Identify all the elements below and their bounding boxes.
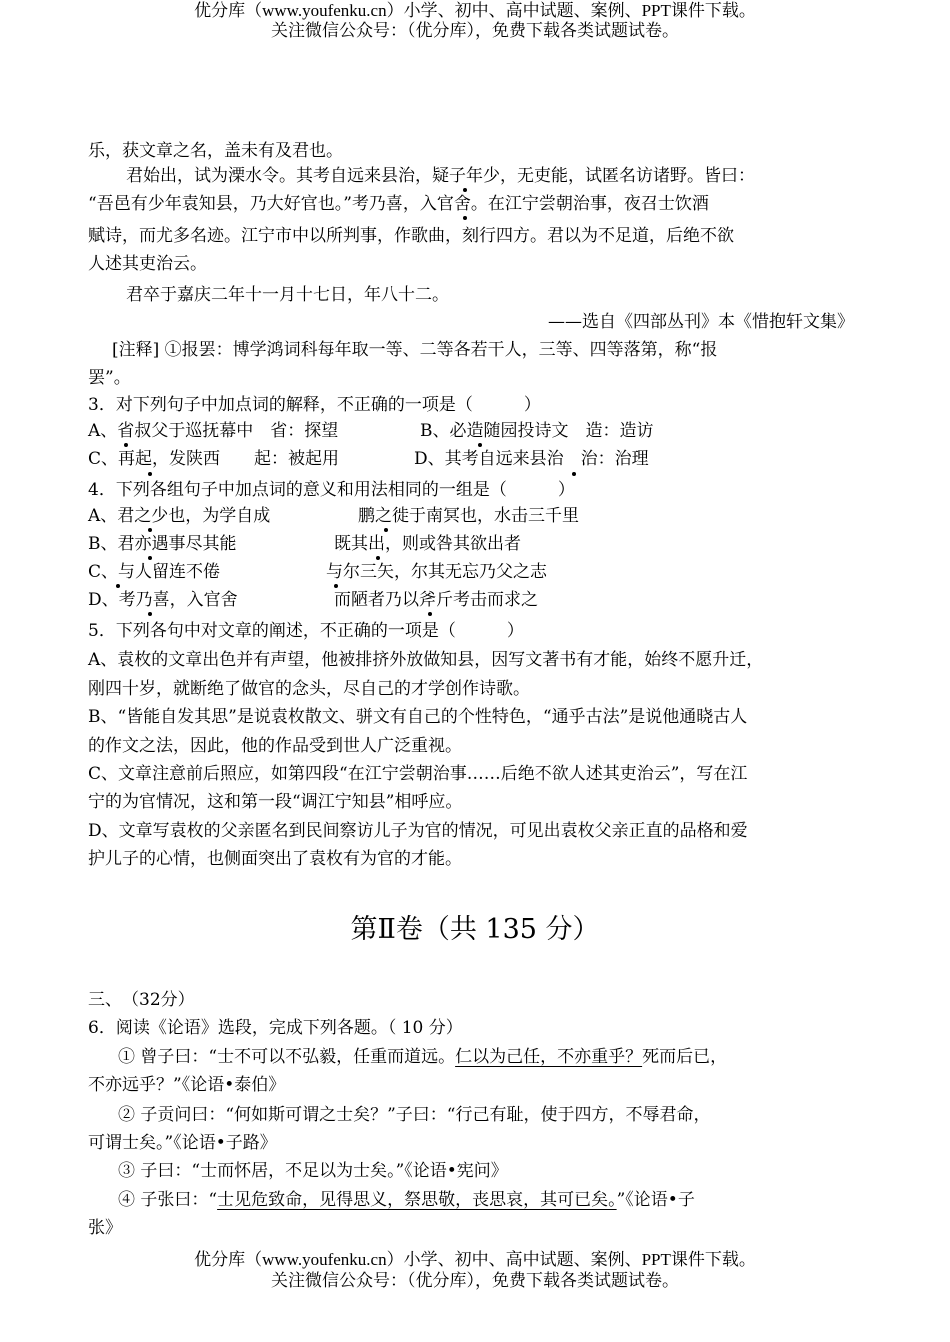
emphasis-dot — [334, 584, 338, 588]
question-5-option-b-cont: 的作文之法，因此，他的作品受到世人广泛重视。 — [88, 736, 462, 756]
emphasis-dot — [148, 556, 152, 560]
emphasis-dot — [478, 443, 482, 447]
passage-note: [注释] ①报罢：博学鸿词科每年取一等、二等各若干人，三等、四等落第，称“报 — [112, 340, 718, 360]
excerpt-4-underlined: 士见危致命，见得思义，祭思敬，丧思哀，其可已矣。 — [217, 1190, 617, 1210]
passage-source: ——选自《四部丛刊》本《惜抱轩文集》 — [548, 312, 854, 332]
emphasis-dot — [116, 584, 120, 588]
emphasis-dot — [376, 556, 380, 560]
passage-line: 君始出，试为溧水令。其考自远来县治，疑子年少，无吏能，试匿名访诸野。皆曰： — [126, 166, 755, 186]
question-3-option-c: C、再起，发陕西 起：被起用 — [88, 449, 340, 469]
part-2-title: 第Ⅱ卷（共 135 分） — [350, 914, 600, 945]
question-3-option-d: D、其考自远来县治 治：治理 — [414, 449, 649, 469]
passage-line: 乐，获文章之名，盖未有及君也。 — [88, 141, 343, 161]
question-5-stem: 5．下列各句中对文章的阐述，不正确的一项是（ ） — [88, 621, 524, 641]
question-5-option-c-cont: 宁的为官情况，这和第一段“调江宁知县”相呼应。 — [88, 792, 463, 812]
emphasis-dot — [428, 612, 432, 616]
excerpt-2-line-2: 可谓士矣。”《论语•子路》 — [88, 1133, 277, 1153]
excerpt-4-text-end: ”《论语•子 — [616, 1190, 695, 1210]
passage-line: 君卒于嘉庆二年十一月十七日，年八十二。 — [126, 285, 449, 305]
question-4-option-d-left: D、考乃喜，入官舍 — [88, 590, 238, 610]
emphasis-dot — [148, 612, 152, 616]
excerpt-2-line-1: ② 子贡问曰：“何如斯可谓之士矣？”子曰：“行己有耻，使于四方，不辱君命， — [118, 1105, 711, 1125]
footer-line-2: 关注微信公众号：（优分库），免费下载各类试题试卷。 — [271, 1271, 679, 1290]
excerpt-1-line-2: 不亦远乎？”《论语•泰伯》 — [88, 1075, 286, 1095]
question-4-option-b-right: 既其出，则或咎其欲出者 — [334, 534, 521, 554]
excerpt-1-text: ① 曾子曰：“士不可以不弘毅，任重而道远。 — [118, 1047, 456, 1067]
question-5-option-d-cont: 护儿子的心情，也侧面突出了袁枚有为官的才能。 — [88, 849, 462, 869]
question-4-option-d-right: 而陋者乃以斧斤考击而求之 — [334, 590, 538, 610]
question-5-option-d: D、文章写袁枚的父亲匿名到民间察访儿子为官的情况，可见出袁枚父亲正直的品格和爱 — [88, 821, 748, 841]
emphasis-dot — [124, 443, 128, 447]
question-4-stem: 4．下列各组句子中加点词的意义和用法相同的一组是（ ） — [88, 480, 575, 500]
question-6-stem: 6．阅读《论语》选段，完成下列各题。（ 10 分） — [88, 1018, 463, 1038]
excerpt-1-text-end: 死而后已， — [642, 1047, 728, 1067]
question-4-option-c-right: 与尔三矢，尔其无忘乃父之志 — [326, 562, 547, 582]
excerpt-4-text: ④ 子张曰：“ — [118, 1190, 218, 1210]
question-5-option-b: B、“皆能自发其思”是说袁枚散文、骈文有自己的个性特色，“通乎古法”是说他通晓古人 — [88, 707, 748, 727]
passage-line: 赋诗，而尤多名迹。江宁市中以所判事，作歌曲，刻行四方。君以为不足道，后绝不欲 — [88, 226, 734, 246]
emphasis-dot — [463, 216, 467, 220]
emphasis-dot — [463, 188, 467, 192]
section-3-heading: 三、 （32分） — [88, 990, 195, 1010]
excerpt-1-line-1 — [118, 1043, 727, 1071]
question-5-option-c: C、文章注意前后照应，如第四段“在江宁尝朝治事……后绝不欲人述其吏治云”，写在江 — [88, 764, 748, 784]
header-line-2: 关注微信公众号：（优分库），免费下载各类试题试卷。 — [271, 21, 679, 40]
passage-line: “吾邑有少年袁知县，乃大好官也。”考乃喜，入官舍。在江宁尝朝治事，夜召士饮酒 — [88, 194, 709, 214]
question-3-stem: 3．对下列句子中加点词的解释，不正确的一项是（ ） — [88, 395, 541, 415]
passage-line: 人述其吏治云。 — [88, 254, 207, 274]
question-4-option-a-left: A、君之少也，为学自成 — [88, 506, 271, 526]
emphasis-dot — [384, 528, 388, 532]
footer-line-1: 优分库（www.youfenku.cn）小学、初中、高中试题、案例、PPT课件下载。 — [194, 1250, 756, 1269]
question-3-option-b: B、必造随园投诗文 造：造访 — [420, 421, 654, 441]
question-4-option-a-right: 鹏之徙于南冥也，水击三千里 — [358, 506, 579, 526]
question-4-option-c-left: C、与人留连不倦 — [88, 562, 221, 582]
excerpt-4-line-1 — [118, 1186, 695, 1214]
question-4-option-b-left: B、君亦遇事尽其能 — [88, 534, 237, 554]
question-5-option-a-cont: 刚四十岁，就断绝了做官的念头，尽自己的才学创作诗歌。 — [88, 679, 530, 699]
emphasis-dot — [148, 528, 152, 532]
passage-note: 罢”。 — [88, 368, 131, 388]
question-5-option-a: A、袁枚的文章出色并有声望，他被排挤外放做知县，因写文著书有才能，始终不愿升迁， — [88, 650, 764, 670]
excerpt-3-line: ③ 子曰：“士而怀居，不足以为士矣。”《论语•宪问》 — [118, 1161, 508, 1181]
header-line-1: 优分库（www.youfenku.cn）小学、初中、高中试题、案例、PPT课件下载。 — [194, 1, 756, 20]
question-3-option-a: A、省叔父于巡抚幕中 省：探望 — [88, 421, 339, 441]
excerpt-1-underlined: 仁以为己任，不亦重乎？ — [455, 1047, 643, 1067]
excerpt-4-line-2: 张》 — [88, 1218, 122, 1238]
